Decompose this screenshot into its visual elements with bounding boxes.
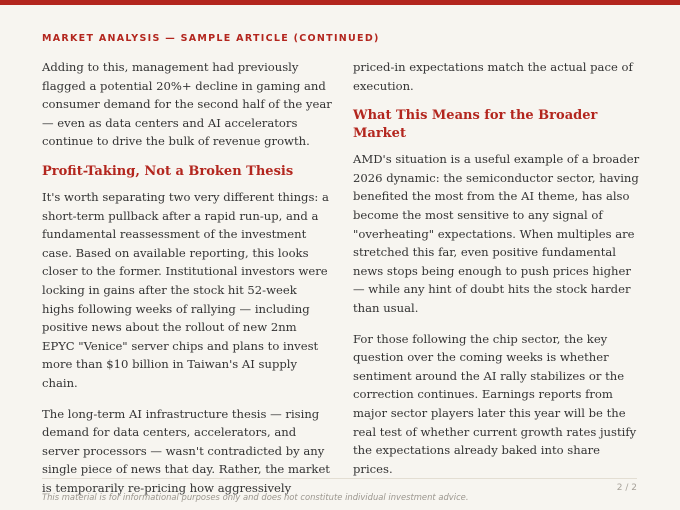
left-column [42,58,332,509]
left-paragraph-3: The long-term AI infrastructure thesis — rising demand for data centers, accelerators, and server processors — wasn't contradicted by any single piece of news that day. Rather, the market is temporarily re-pricing how aggressively [42,406,330,495]
page-number: 2 / 2 [616,483,637,493]
right-column [353,58,643,490]
left-paragraph-2: It's worth separating two very different things: a short-term pullback after a rapid run-up, and a fundamental reassessment of the investment case. Based on available reporting, this looks closer to the former. Institutional investors were locking in gains after the stock hit 52-week highs following weeks of rallying — including positive news about the rollout of new 2nm EPYC "Venice" server chips and plans to invest more than $10 billion in Taiwan's AI supply chain. [42,189,329,390]
section-heading-profit-taking: Profit-Taking, Not a Broken Thesis [42,163,294,179]
footer-divider [42,478,637,479]
section-heading-broader-market: What This Means for the Broader Market [353,108,598,142]
right-paragraph-3: For those following the chip sector, the key question over the coming weeks is whether sentiment around the AI rally stabilizes or the correction continues. Earnings reports from major sector players later this year will be the real test of whether current growth rates justify the expectations already baked into share prices. [353,331,637,476]
right-paragraph-2: AMD's situation is a useful example of a broader 2026 dynamic: the semiconductor sector, having benefited the most from the AI theme, has also become the most sensitive to any signal of "overheating" expectations. When multiples are stretched this far, even positive fundamental news stops being enough to push prices higher — while any hint of doubt hits the stock harder than usual. [353,152,640,315]
left-paragraph-1: Adding to this, management had previously flagged a potential 20%+ decline in gaming and consumer demand for the second half of the year — even as data centers and AI accelerators continue to drive the bulk of revenue growth. [42,60,332,149]
top-accent-bar [0,0,680,5]
footer-disclaimer: This material is for informational purposes only and does not constitute individual investment advice. [42,492,469,502]
right-paragraph-1: priced-in expectations match the actual pace of execution. [353,60,633,93]
section-kicker: MARKET ANALYSIS — SAMPLE ARTICLE (CONTINUED) [42,33,380,44]
